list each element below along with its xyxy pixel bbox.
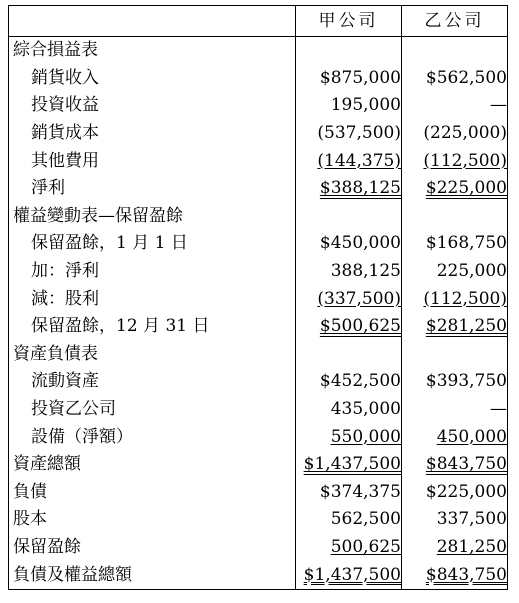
company-b-value — [402, 368, 508, 396]
company-b-value — [402, 423, 508, 451]
company-a-value — [296, 120, 402, 148]
company-b-amount: 450,000 — [436, 426, 507, 447]
table-row — [9, 396, 508, 424]
table-row — [9, 92, 508, 120]
row-label: 負債及權益總額 — [9, 561, 296, 589]
company-b-amount: $843,750 — [425, 564, 507, 585]
company-a-value — [296, 203, 402, 231]
table-row — [9, 175, 508, 203]
company-b-value — [402, 258, 508, 286]
company-b-amount: — — [490, 399, 507, 420]
company-a-value — [296, 230, 402, 258]
row-label: 投資收益 — [9, 92, 296, 120]
row-label: 流動資產 — [9, 368, 296, 396]
row-label: 保留盈餘，1 月 1 日 — [9, 230, 296, 258]
company-b-value — [402, 147, 508, 175]
row-label: 股本 — [9, 506, 296, 534]
company-a-value — [296, 175, 402, 203]
row-label: 資產負債表 — [9, 341, 296, 369]
company-b-amount: 281,250 — [436, 536, 507, 557]
row-label: 其他費用 — [9, 147, 296, 175]
company-a-value — [296, 258, 402, 286]
company-a-amount: $452,500 — [319, 371, 401, 392]
financial-statements-table — [8, 5, 508, 590]
company-b-value — [402, 341, 508, 369]
company-b-value — [402, 534, 508, 562]
row-label: 權益變動表—保留盈餘 — [9, 203, 296, 231]
table-row — [9, 285, 508, 313]
header-label-cell — [9, 6, 296, 37]
table-row — [9, 313, 508, 341]
company-b-value — [402, 65, 508, 93]
company-a-amount: 550,000 — [330, 426, 401, 447]
company-b-value — [402, 479, 508, 507]
company-b-amount: $562,500 — [425, 67, 507, 88]
table-row — [9, 534, 508, 562]
company-a-value — [296, 147, 402, 175]
row-label: 負債 — [9, 479, 296, 507]
company-b-amount: (225,000) — [423, 123, 507, 144]
company-a-value — [296, 396, 402, 424]
row-label: 淨利 — [9, 175, 296, 203]
company-a-amount: $1,437,500 — [303, 564, 401, 585]
company-b-amount: 225,000 — [436, 261, 507, 282]
company-a-value — [296, 37, 402, 65]
company-a-amount: 562,500 — [330, 509, 401, 530]
table-row — [9, 120, 508, 148]
company-a-value — [296, 341, 402, 369]
row-label: 銷貨收入 — [9, 65, 296, 93]
row-label: 設備（淨額） — [9, 423, 296, 451]
table-row — [9, 230, 508, 258]
company-a-value — [296, 479, 402, 507]
table-row — [9, 506, 508, 534]
company-b-value — [402, 230, 508, 258]
company-a-amount: (337,500) — [317, 288, 401, 309]
header-company-b: 乙公司 — [402, 6, 508, 37]
company-a-amount: 195,000 — [330, 95, 401, 116]
company-a-amount: (144,375) — [317, 150, 401, 171]
row-label: 資產總額 — [9, 451, 296, 479]
company-b-value — [402, 37, 508, 65]
table-body — [9, 37, 508, 590]
company-b-amount: $843,750 — [425, 454, 507, 475]
company-a-amount: $1,437,500 — [303, 454, 401, 475]
company-a-amount: $500,625 — [319, 316, 401, 337]
row-label: 投資乙公司 — [9, 396, 296, 424]
company-b-value — [402, 203, 508, 231]
company-b-amount: $393,750 — [425, 371, 507, 392]
company-a-amount: $374,375 — [319, 481, 401, 502]
company-a-value — [296, 506, 402, 534]
row-label: 銷貨成本 — [9, 120, 296, 148]
company-b-amount: $168,750 — [425, 233, 507, 254]
company-b-amount: $281,250 — [425, 316, 507, 337]
company-b-value — [402, 313, 508, 341]
company-a-value — [296, 561, 402, 589]
row-label: 保留盈餘 — [9, 534, 296, 562]
table-row — [9, 451, 508, 479]
table-row — [9, 258, 508, 286]
table-row — [9, 479, 508, 507]
company-b-value — [402, 451, 508, 479]
company-b-amount: $225,000 — [425, 481, 507, 502]
table-row — [9, 37, 508, 65]
company-b-amount: 337,500 — [436, 509, 507, 530]
company-b-value — [402, 561, 508, 589]
table-row — [9, 561, 508, 589]
company-a-amount: (537,500) — [317, 123, 401, 144]
company-a-value — [296, 368, 402, 396]
company-b-amount: (112,500) — [423, 150, 507, 171]
company-a-value — [296, 313, 402, 341]
table-row — [9, 203, 508, 231]
header-row — [9, 6, 508, 37]
company-a-amount: $388,125 — [319, 178, 401, 199]
row-label: 保留盈餘，12 月 31 日 — [9, 313, 296, 341]
company-a-amount: 435,000 — [330, 399, 401, 420]
company-a-value — [296, 285, 402, 313]
row-label: 減：股利 — [9, 285, 296, 313]
company-b-amount: (112,500) — [423, 288, 507, 309]
row-label: 綜合損益表 — [9, 37, 296, 65]
company-b-amount: — — [490, 95, 507, 116]
table-row — [9, 341, 508, 369]
table-row — [9, 423, 508, 451]
table-row — [9, 368, 508, 396]
company-b-amount: $225,000 — [425, 178, 507, 199]
table-row — [9, 65, 508, 93]
company-b-value — [402, 396, 508, 424]
company-a-value — [296, 423, 402, 451]
company-a-value — [296, 65, 402, 93]
company-a-amount: 388,125 — [330, 261, 401, 282]
company-a-amount: $875,000 — [319, 67, 401, 88]
table-row — [9, 147, 508, 175]
company-a-amount: 500,625 — [330, 536, 401, 557]
company-b-value — [402, 175, 508, 203]
company-b-value — [402, 92, 508, 120]
company-a-value — [296, 534, 402, 562]
company-a-amount: $450,000 — [319, 233, 401, 254]
company-b-value — [402, 120, 508, 148]
company-b-value — [402, 506, 508, 534]
company-a-value — [296, 451, 402, 479]
row-label: 加：淨利 — [9, 258, 296, 286]
company-b-value — [402, 285, 508, 313]
company-a-value — [296, 92, 402, 120]
header-company-a: 甲公司 — [296, 6, 402, 37]
